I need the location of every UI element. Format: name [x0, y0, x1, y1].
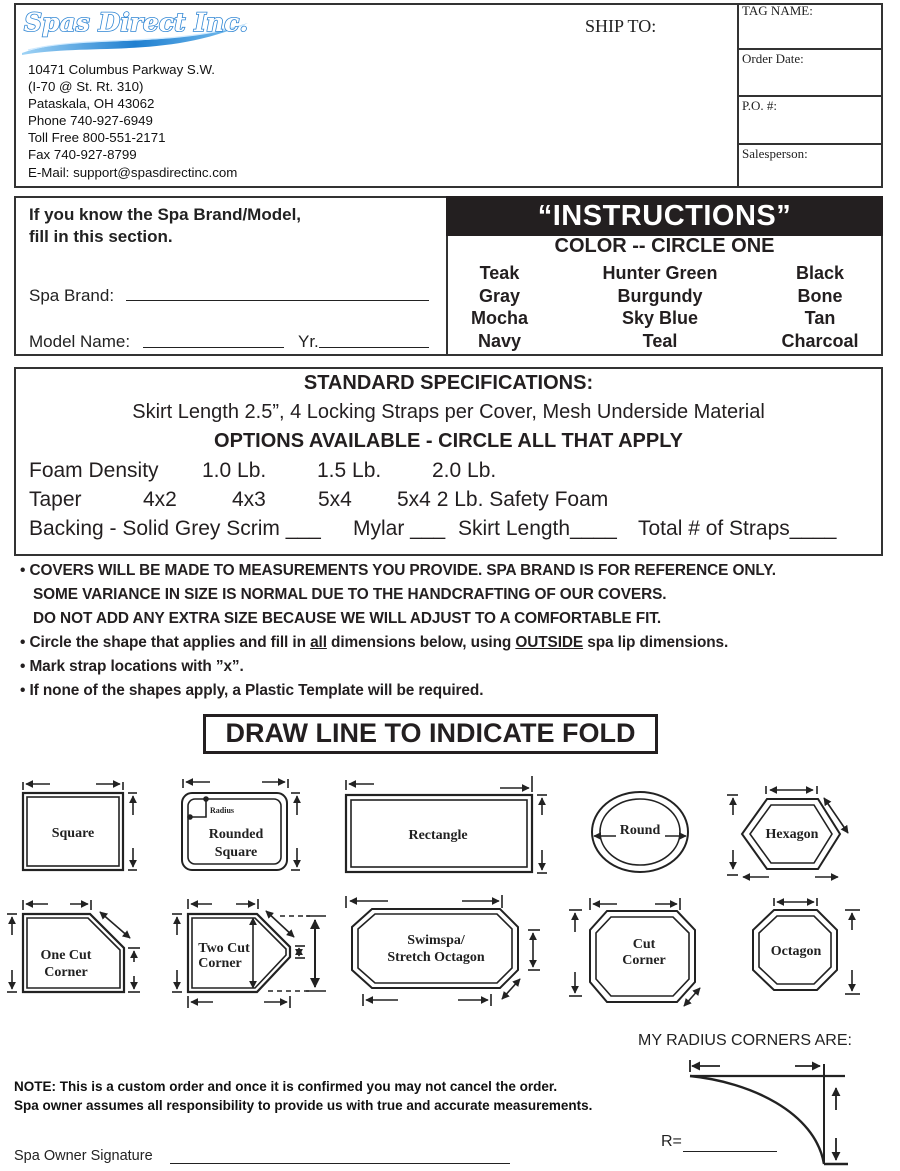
shape-label-one-cut-corner: Corner [44, 965, 88, 980]
radius-diagram [680, 1052, 880, 1171]
color-option-teak[interactable]: Teak [479, 263, 520, 283]
address-line: (I-70 @ St. Rt. 310) [28, 79, 144, 95]
color-heading: COLOR -- CIRCLE ONE [554, 235, 775, 257]
model-name-input[interactable] [143, 347, 284, 348]
shape-diagrams [0, 770, 900, 1015]
color-column-3 [770, 262, 870, 352]
radius-input[interactable] [683, 1151, 777, 1152]
taper-option-5x4[interactable]: 5x4 [318, 488, 352, 511]
color-option-burgundy[interactable]: Burgundy [617, 285, 703, 306]
shape-round[interactable] [592, 792, 688, 872]
color-option-mocha[interactable]: Mocha [470, 308, 528, 328]
taper-option-5x4-safety[interactable]: 5x4 2 Lb. Safety Foam [397, 488, 609, 511]
radius-r-label: R= [661, 1133, 682, 1150]
shape-label-one-cut: One Cut [40, 948, 92, 963]
shape-label-stretch-octagon: Stretch Octagon [387, 950, 485, 965]
signature-input[interactable] [170, 1163, 510, 1164]
year-input[interactable] [319, 347, 429, 348]
radius-corners-title: MY RADIUS CORNERS ARE: [638, 1032, 852, 1049]
address-line: Pataskala, OH 43062 [28, 96, 155, 112]
shape-label-swimspa: Swimspa/ [407, 933, 465, 948]
taper-option-4x3[interactable]: 4x3 [232, 488, 266, 511]
spa-brand-label: Spa Brand: [29, 286, 115, 305]
text: spa lip dimensions. [583, 634, 729, 651]
salesperson-field[interactable] [739, 145, 883, 186]
color-option-hunter-green[interactable]: Hunter Green [602, 263, 718, 283]
foam-option-2-0[interactable]: 2.0 Lb. [432, 459, 497, 482]
backing-scrim-field[interactable]: Backing - Solid Grey Scrim ___ [29, 517, 321, 540]
color-option-teal[interactable]: Teal [642, 330, 678, 351]
note-plastic-template: • If none of the shapes apply, a Plastic Template will be required. [20, 682, 484, 699]
shape-label-rounded-square: Square [214, 845, 258, 860]
po-field[interactable] [739, 97, 883, 145]
instructions-banner: “INSTRUCTIONS” [446, 196, 883, 236]
taper-option-4x2[interactable]: 4x2 [143, 488, 177, 511]
shape-label-octagon: Octagon [770, 944, 822, 959]
color-option-navy[interactable]: Navy [477, 330, 522, 351]
emphasis-outside: OUTSIDE [515, 634, 584, 651]
order-date-field[interactable] [739, 50, 883, 97]
logo-text: Spas Direct Inc. [24, 8, 249, 37]
color-option-gray[interactable]: Gray [478, 285, 521, 306]
order-fields [737, 3, 883, 188]
company-logo [18, 3, 253, 59]
address-line: 10471 Columbus Parkway S.W. [28, 62, 215, 77]
shape-two-cut-corner[interactable] [172, 899, 326, 1008]
po-label: P.O. #: [742, 98, 778, 113]
tag-name-label: TAG NAME: [742, 3, 813, 18]
color-option-charcoal[interactable]: Charcoal [781, 330, 859, 351]
foam-option-1-5[interactable]: 1.5 Lb. [317, 459, 382, 482]
responsibility-note: Spa owner assumes all responsibility to provide us with true and accurate measurements. [14, 1098, 593, 1113]
color-option-tan[interactable]: Tan [804, 308, 836, 328]
shape-label-two-cut-corner: Corner [198, 956, 242, 971]
shape-label-hexagon: Hexagon [765, 827, 819, 842]
shape-octagon[interactable] [753, 898, 860, 994]
color-option-sky-blue[interactable]: Sky Blue [621, 308, 699, 328]
skirt-length-field[interactable]: Skirt Length____ [458, 517, 617, 540]
shape-cut-corner[interactable] [569, 898, 700, 1006]
standard-specs-text: Skirt Length 2.5”, 4 Locking Straps per Cover, Mesh Underside Material [132, 401, 765, 423]
color-column-1 [462, 262, 537, 352]
shape-hexagon[interactable] [727, 786, 848, 877]
shape-label-cut: Cut [632, 937, 656, 952]
model-name-label: Model Name: [29, 332, 131, 351]
total-straps-field[interactable]: Total # of Straps____ [638, 517, 837, 540]
radius-tag: Radius [210, 806, 235, 815]
taper-label: Taper [29, 488, 82, 511]
ship-to-label: SHIP TO: [585, 16, 657, 36]
heading-line: fill in this section. [29, 227, 173, 246]
tag-name-field[interactable] [739, 3, 883, 50]
note-measurements: • COVERS WILL BE MADE TO MEASUREMENTS YOU PROVIDE. SPA BRAND IS FOR REFERENCE ONLY. [20, 562, 776, 579]
shape-label-rounded: Rounded [208, 827, 264, 842]
color-column-2 [580, 262, 740, 352]
brand-section-heading [29, 204, 301, 248]
shape-square[interactable] [23, 782, 137, 870]
shape-label-rectangle: Rectangle [408, 828, 468, 843]
heading-line: If you know the Spa Brand/Model, [29, 205, 302, 224]
order-date-label: Order Date: [742, 51, 804, 66]
note-extra-size: DO NOT ADD ANY EXTRA SIZE BECAUSE WE WILL ADJUST TO A COMFORTABLE FIT. [33, 610, 662, 627]
note-strap-locations: • Mark strap locations with ”x”. [20, 658, 244, 675]
shape-label-round: Round [619, 823, 661, 838]
note-variance: SOME VARIANCE IN SIZE IS NORMAL DUE TO THE HANDCRAFTING OF OUR COVERS. [33, 586, 667, 603]
spa-brand-input[interactable] [126, 300, 429, 301]
cancel-note: NOTE: This is a custom order and once it is confirmed you may not cancel the order. [14, 1079, 558, 1094]
color-option-bone[interactable]: Bone [797, 285, 843, 306]
color-option-black[interactable]: Black [795, 263, 845, 283]
emphasis-all: all [310, 634, 327, 651]
shape-label-two-cut: Two Cut [198, 941, 250, 956]
text: • Circle the shape that applies and fill in [20, 634, 311, 651]
note-circle-shape [20, 634, 728, 652]
phone: Phone 740-927-6949 [28, 113, 153, 129]
company-address [28, 61, 237, 181]
shape-one-cut-corner[interactable] [7, 900, 140, 992]
standard-specs-title: STANDARD SPECIFICATIONS: [303, 372, 594, 394]
foam-option-1-0[interactable]: 1.0 Lb. [202, 459, 267, 482]
shape-rounded-square[interactable] [182, 779, 300, 870]
options-title: OPTIONS AVAILABLE - CIRCLE ALL THAT APPLY [214, 430, 683, 452]
toll-free: Toll Free 800-551-2171 [28, 130, 166, 146]
backing-mylar-field[interactable]: Mylar ___ [353, 517, 446, 540]
salesperson-label: Salesperson: [742, 146, 808, 161]
text: dimensions below, using [326, 634, 516, 651]
fax: Fax 740-927-8799 [28, 147, 137, 163]
shape-rectangle[interactable] [346, 776, 547, 873]
shape-label-cut-corner: Corner [622, 953, 666, 968]
shape-swimspa[interactable] [346, 895, 540, 1006]
fold-label: DRAW LINE TO INDICATE FOLD [225, 718, 636, 748]
signature-label: Spa Owner Signature [14, 1148, 153, 1164]
year-label: Yr. [298, 332, 319, 351]
foam-density-label: Foam Density [29, 459, 159, 482]
email: E-Mail: support@spasdirectinc.com [28, 164, 238, 180]
shape-label-square: Square [51, 826, 95, 841]
